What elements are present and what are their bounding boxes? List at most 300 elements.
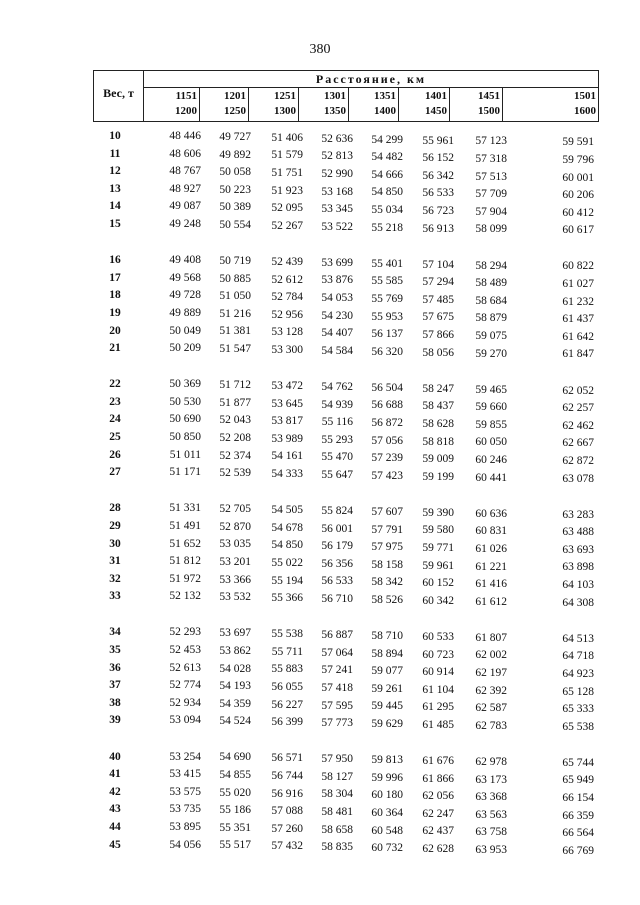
value-cell: 51 011 (169, 448, 201, 461)
value-cell: 63 488 (562, 526, 594, 539)
value-cell: 50 058 (219, 166, 251, 179)
value-cell: 53 094 (169, 714, 201, 727)
value-cell: 57 088 (271, 805, 303, 818)
value-cell: 53 168 (321, 185, 353, 198)
value-cell: 55 470 (321, 451, 353, 464)
value-cell: 59 465 (475, 383, 507, 396)
weight-cell: 10 (109, 130, 121, 142)
value-cell: 64 103 (562, 579, 594, 591)
value-cell: 51 050 (219, 290, 251, 303)
range-from: 1501 (574, 90, 596, 102)
value-cell: 48 767 (169, 165, 201, 178)
value-cell: 53 201 (219, 556, 251, 568)
range-to: 1450 (425, 105, 447, 117)
value-cell: 62 392 (475, 684, 507, 697)
value-cell: 61 612 (475, 595, 507, 608)
value-cell: 54 359 (219, 697, 251, 710)
value-cell: 61 807 (475, 631, 507, 644)
weight-cell: 32 (109, 572, 121, 585)
value-cell: 56 710 (321, 593, 353, 605)
value-cell: 61 416 (475, 578, 507, 591)
value-cell: 55 824 (321, 505, 353, 517)
value-cell: 54 333 (271, 468, 303, 480)
value-cell: 55 883 (271, 663, 303, 676)
value-cell: 54 028 (219, 662, 251, 675)
value-cell: 48 927 (169, 182, 201, 195)
value-cell: 61 485 (422, 718, 454, 731)
value-cell: 64 513 (562, 632, 594, 645)
value-cell: 56 916 (271, 787, 303, 800)
value-cell: 54 230 (321, 309, 353, 322)
weight-cell: 30 (109, 537, 121, 550)
value-cell: 51 712 (219, 379, 251, 392)
value-cell: 52 374 (219, 449, 251, 462)
value-cell: 60 723 (422, 648, 454, 661)
value-cell: 51 877 (219, 396, 251, 409)
value-cell: 57 866 (422, 329, 454, 341)
value-cell: 51 812 (169, 555, 201, 568)
value-cell: 62 783 (475, 719, 507, 732)
weight-cell: 34 (109, 626, 121, 639)
value-cell: 50 719 (219, 255, 251, 267)
value-cell: 53 895 (169, 820, 201, 833)
value-cell: 59 771 (422, 542, 454, 554)
value-cell: 62 462 (562, 419, 594, 432)
range-header (399, 88, 450, 121)
value-cell: 65 538 (562, 720, 594, 733)
value-cell: 55 647 (321, 468, 353, 481)
value-cell: 61 847 (562, 348, 594, 361)
value-cell: 50 690 (169, 413, 201, 426)
value-cell: 66 564 (562, 827, 594, 840)
value-cell: 65 949 (562, 774, 594, 787)
value-cell: 61 232 (562, 295, 594, 308)
value-cell: 66 154 (562, 792, 594, 804)
value-cell: 61 437 (562, 313, 594, 326)
value-cell: 63 693 (562, 543, 594, 556)
value-cell: 60 412 (562, 206, 594, 219)
weight-cell: 29 (109, 519, 121, 532)
value-cell: 53 989 (271, 432, 303, 445)
value-cell: 50 223 (219, 183, 251, 196)
value-cell: 52 705 (219, 503, 251, 516)
value-cell: 56 320 (371, 345, 403, 358)
value-cell: 53 697 (219, 627, 251, 640)
value-cell: 54 939 (321, 398, 353, 411)
value-cell: 53 735 (169, 803, 201, 816)
value-cell: 48 606 (169, 147, 201, 160)
value-cell: 55 517 (219, 839, 251, 852)
value-cell: 62 872 (562, 454, 594, 467)
range-from: 1151 (175, 90, 197, 102)
value-cell: 60 152 (422, 577, 454, 590)
value-cell: 50 850 (169, 431, 201, 443)
value-cell: 50 530 (169, 395, 201, 408)
value-cell: 58 628 (422, 417, 454, 430)
value-cell: 50 885 (219, 272, 251, 285)
value-cell: 51 331 (169, 502, 201, 515)
value-cell: 56 571 (271, 752, 303, 765)
value-cell: 54 056 (169, 838, 201, 851)
value-cell: 53 876 (321, 274, 353, 287)
value-cell: 63 953 (475, 843, 507, 856)
value-cell: 55 186 (219, 804, 251, 817)
value-cell: 60 822 (562, 260, 594, 273)
value-cell: 60 206 (562, 189, 594, 202)
value-cell: 58 894 (371, 647, 403, 660)
value-cell: 56 533 (422, 187, 454, 200)
value-cell: 55 194 (271, 574, 303, 587)
value-cell: 64 923 (562, 667, 594, 680)
range-header (299, 88, 349, 121)
value-cell: 50 049 (169, 324, 201, 337)
value-cell: 56 179 (321, 540, 353, 553)
value-cell: 59 996 (371, 771, 403, 784)
value-cell: 53 699 (321, 256, 353, 269)
weight-cell: 13 (109, 182, 121, 195)
value-cell: 52 439 (271, 255, 303, 268)
value-cell: 52 208 (219, 431, 251, 444)
value-cell: 60 548 (371, 824, 403, 837)
range-header (503, 88, 598, 121)
value-cell: 51 972 (169, 572, 201, 585)
value-cell: 54 482 (371, 151, 403, 164)
value-cell: 63 563 (475, 808, 507, 821)
value-cell: 53 472 (271, 380, 303, 392)
weight-cell: 18 (109, 289, 121, 302)
weight-cell: 39 (109, 714, 121, 727)
weight-cell: 37 (109, 679, 121, 692)
value-cell: 56 723 (422, 204, 454, 217)
value-cell: 56 913 (422, 222, 454, 235)
value-cell: 57 950 (321, 753, 353, 766)
value-cell: 57 709 (475, 188, 507, 201)
value-cell: 59 075 (475, 329, 507, 342)
value-cell: 49 408 (169, 254, 201, 267)
value-cell: 52 956 (271, 308, 303, 321)
value-cell: 64 308 (562, 596, 594, 609)
range-from: 1251 (274, 90, 296, 102)
value-cell: 56 356 (321, 557, 353, 570)
value-cell: 57 318 (475, 153, 507, 165)
range-header (200, 88, 249, 121)
value-cell: 57 239 (371, 452, 403, 465)
value-cell: 62 002 (475, 649, 507, 662)
value-cell: 56 137 (371, 328, 403, 341)
value-cell: 60 617 (562, 224, 594, 237)
value-cell: 62 052 (562, 384, 594, 397)
value-cell: 65 744 (562, 756, 594, 769)
value-cell: 57 485 (422, 293, 454, 306)
value-cell: 63 368 (475, 791, 507, 804)
value-cell: 58 294 (475, 259, 507, 272)
value-cell: 57 607 (371, 505, 403, 518)
weight-cell: 14 (109, 200, 121, 213)
value-cell: 63 173 (475, 773, 507, 786)
value-cell: 58 710 (371, 630, 403, 642)
value-cell: 61 027 (562, 278, 594, 290)
value-cell: 58 818 (422, 435, 454, 448)
range-from: 1401 (425, 90, 447, 102)
value-cell: 50 369 (169, 378, 201, 391)
value-cell: 52 636 (321, 132, 353, 145)
weight-cell: 15 (109, 218, 121, 230)
value-cell: 60 342 (422, 594, 454, 607)
value-cell: 61 642 (562, 330, 594, 343)
value-cell: 62 978 (475, 755, 507, 768)
value-cell: 58 879 (475, 312, 507, 325)
value-cell: 55 401 (371, 257, 403, 270)
value-cell: 49 727 (219, 130, 251, 143)
value-cell: 54 584 (321, 344, 353, 357)
value-cell: 60 636 (475, 507, 507, 520)
weight-cell: 35 (109, 644, 121, 656)
value-cell: 58 437 (422, 400, 454, 413)
value-cell: 54 524 (219, 715, 251, 728)
value-cell: 51 216 (219, 307, 251, 320)
value-cell: 48 446 (169, 130, 201, 142)
value-cell: 63 898 (562, 561, 594, 574)
value-cell: 52 813 (321, 150, 353, 163)
page-number: 380 (309, 42, 331, 57)
value-cell: 52 453 (169, 644, 201, 656)
value-cell: 54 299 (371, 133, 403, 146)
value-cell: 63 758 (475, 826, 507, 839)
value-cell: 58 481 (321, 806, 353, 818)
value-cell: 49 087 (169, 200, 201, 213)
value-cell: 51 491 (169, 519, 201, 532)
range-header (144, 88, 200, 121)
value-cell: 58 304 (321, 788, 353, 801)
value-cell: 63 283 (562, 508, 594, 521)
value-cell: 58 526 (371, 593, 403, 606)
value-cell: 52 934 (169, 696, 201, 709)
range-from: 1451 (478, 90, 500, 102)
value-cell: 61 221 (475, 560, 507, 573)
weight-cell: 33 (109, 590, 121, 603)
weight-cell: 11 (109, 147, 121, 160)
value-cell: 57 056 (371, 434, 403, 447)
value-cell: 51 547 (219, 343, 251, 355)
weight-cell: 45 (109, 838, 121, 851)
value-cell: 56 533 (321, 575, 353, 588)
value-cell: 50 209 (169, 342, 201, 355)
weight-cell: 38 (109, 696, 121, 709)
weight-cell: 27 (109, 466, 121, 479)
value-cell: 55 116 (321, 416, 353, 429)
value-cell: 56 055 (271, 681, 303, 693)
value-cell: 57 241 (321, 664, 353, 677)
value-cell: 60 364 (371, 806, 403, 819)
value-cell: 56 399 (271, 716, 303, 729)
weight-cell: 44 (109, 820, 121, 833)
range-to: 1300 (274, 105, 296, 117)
weight-cell: 43 (109, 803, 121, 816)
value-cell: 57 123 (475, 135, 507, 148)
value-cell: 58 489 (475, 277, 507, 290)
value-cell: 57 064 (321, 646, 353, 659)
value-cell: 60 050 (475, 436, 507, 449)
value-cell: 53 415 (169, 768, 201, 781)
value-cell: 49 728 (169, 289, 201, 302)
value-cell: 57 773 (321, 717, 353, 730)
value-cell: 51 923 (271, 184, 303, 197)
weight-cell: 23 (109, 395, 121, 408)
value-cell: 56 227 (271, 698, 303, 711)
value-cell: 56 504 (371, 381, 403, 394)
value-cell: 61 676 (422, 755, 454, 767)
value-cell: 55 769 (371, 292, 403, 305)
value-cell: 53 575 (169, 785, 201, 798)
value-cell: 49 248 (169, 218, 201, 230)
value-cell: 66 359 (562, 809, 594, 822)
range-header (249, 88, 299, 121)
value-cell: 54 850 (371, 186, 403, 199)
value-cell: 62 197 (475, 667, 507, 679)
value-cell: 55 293 (321, 433, 353, 446)
value-cell: 58 127 (321, 770, 353, 783)
weight-cell: 26 (109, 448, 121, 461)
value-cell: 58 247 (422, 382, 454, 395)
value-cell: 52 095 (271, 202, 303, 215)
value-cell: 56 001 (321, 522, 353, 535)
value-cell: 62 247 (422, 807, 454, 820)
value-cell: 57 432 (271, 840, 303, 853)
value-cell: 56 887 (321, 629, 353, 642)
weight-column-header: Вес, т (94, 71, 144, 121)
value-cell: 56 688 (371, 399, 403, 412)
value-cell: 58 684 (475, 294, 507, 307)
value-cell: 59 009 (422, 453, 454, 466)
value-cell: 52 613 (169, 661, 201, 674)
value-cell: 55 538 (271, 628, 303, 641)
value-cell: 57 423 (371, 469, 403, 482)
value-cell: 54 505 (271, 504, 303, 517)
range-to: 1400 (374, 105, 396, 117)
value-cell: 58 658 (321, 823, 353, 836)
value-cell: 53 645 (271, 397, 303, 410)
value-cell: 51 652 (169, 537, 201, 550)
value-cell: 58 835 (321, 841, 353, 854)
value-cell: 60 533 (422, 630, 454, 643)
range-to: 1200 (175, 105, 197, 117)
value-cell: 51 381 (219, 325, 251, 338)
weight-cell: 21 (109, 342, 121, 355)
value-cell: 61 026 (475, 542, 507, 555)
weight-cell: 31 (109, 555, 121, 568)
value-cell: 50 389 (219, 201, 251, 214)
value-cell: 49 568 (169, 271, 201, 284)
value-cell: 55 020 (219, 786, 251, 799)
value-cell: 57 513 (475, 170, 507, 183)
value-cell: 54 762 (321, 380, 353, 393)
value-cell: 60 831 (475, 525, 507, 538)
value-cell: 62 587 (475, 702, 507, 715)
value-cell: 56 744 (271, 769, 303, 782)
value-cell: 51 579 (271, 149, 303, 162)
value-cell: 54 678 (271, 521, 303, 534)
value-cell: 55 351 (219, 821, 251, 834)
value-cell: 57 294 (422, 276, 454, 289)
value-cell: 52 784 (271, 291, 303, 304)
value-cell: 60 732 (371, 842, 403, 855)
value-cell: 65 333 (562, 703, 594, 716)
value-cell: 59 813 (371, 754, 403, 767)
value-cell: 52 293 (169, 626, 201, 639)
weight-cell: 42 (109, 785, 121, 798)
value-cell: 52 990 (321, 167, 353, 180)
value-cell: 58 056 (422, 346, 454, 359)
value-cell: 60 914 (422, 666, 454, 679)
value-cell: 57 418 (321, 681, 353, 694)
value-cell: 59 629 (371, 718, 403, 730)
range-to: 1600 (574, 105, 596, 117)
range-from: 1301 (324, 90, 346, 102)
value-cell: 62 257 (562, 402, 594, 415)
weight-cell: 17 (109, 271, 121, 284)
weight-cell: 20 (109, 324, 121, 337)
value-cell: 53 862 (219, 644, 251, 657)
value-cell: 54 407 (321, 327, 353, 340)
value-cell: 53 128 (271, 326, 303, 339)
weight-cell: 25 (109, 431, 121, 443)
value-cell: 59 445 (371, 700, 403, 713)
value-cell: 53 300 (271, 343, 303, 356)
value-cell: 53 522 (321, 220, 353, 233)
value-cell: 59 199 (422, 470, 454, 483)
distance-header: Расстояние, км (144, 71, 598, 88)
value-cell: 59 660 (475, 401, 507, 414)
value-cell: 52 132 (169, 590, 201, 603)
value-cell: 61 866 (422, 772, 454, 785)
value-cell: 54 161 (271, 450, 303, 463)
weight-cell: 22 (109, 378, 121, 391)
range-to: 1250 (224, 105, 246, 117)
value-cell: 60 180 (371, 789, 403, 802)
range-header (450, 88, 503, 121)
value-cell: 52 267 (271, 219, 303, 232)
value-cell: 59 796 (562, 153, 594, 166)
value-cell: 63 078 (562, 472, 594, 485)
value-cell: 54 666 (371, 168, 403, 181)
weight-cell: 12 (109, 165, 121, 178)
value-cell: 50 554 (219, 218, 251, 231)
value-cell: 59 580 (422, 524, 454, 537)
value-cell: 53 345 (321, 203, 353, 216)
value-cell: 59 961 (422, 559, 454, 572)
range-to: 1500 (478, 105, 500, 117)
value-cell: 65 128 (562, 685, 594, 698)
value-cell: 55 218 (371, 221, 403, 234)
value-cell: 52 539 (219, 467, 251, 480)
range-to: 1350 (324, 105, 346, 117)
weight-cell: 40 (109, 750, 121, 763)
weight-cell: 36 (109, 661, 121, 674)
value-cell: 53 817 (271, 415, 303, 428)
weight-cell: 28 (109, 502, 121, 515)
value-cell: 55 711 (271, 645, 303, 658)
value-cell: 55 034 (371, 204, 403, 216)
value-cell: 59 390 (422, 506, 454, 519)
value-cell: 57 904 (475, 205, 507, 218)
value-cell: 59 261 (371, 682, 403, 695)
value-cell: 52 774 (169, 679, 201, 692)
value-cell: 56 152 (422, 152, 454, 165)
value-cell: 57 595 (321, 699, 353, 712)
value-cell: 59 077 (371, 665, 403, 678)
value-cell: 53 366 (219, 573, 251, 586)
value-cell: 57 791 (371, 523, 403, 536)
